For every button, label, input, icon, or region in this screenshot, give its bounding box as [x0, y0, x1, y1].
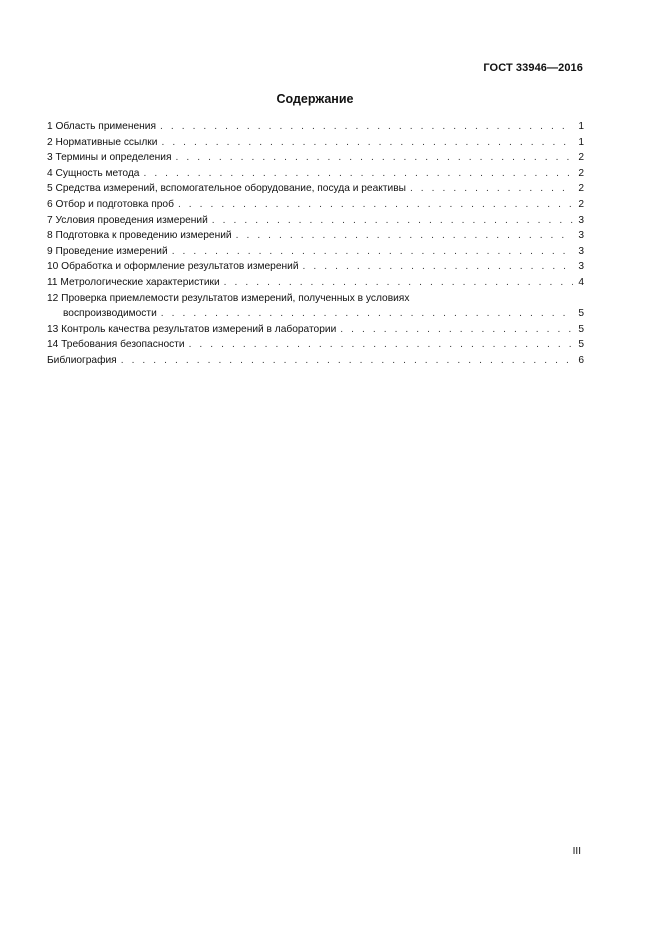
toc-entry-label: 9 Проведение измерений [47, 245, 168, 257]
dot-leader [410, 181, 573, 197]
toc-entry[interactable] [47, 291, 584, 322]
dot-leader [175, 150, 573, 166]
toc-entry-label: 8 Подготовка к проведению измерений [47, 230, 232, 242]
table-of-contents [47, 119, 584, 369]
toc-entry-label: 6 Отбор и подготовка проб [47, 198, 174, 210]
toc-entry[interactable] [47, 166, 584, 182]
toc-entry-label: Библиография [47, 354, 117, 366]
toc-entry-label: 4 Сущность метода [47, 167, 140, 179]
toc-entry[interactable] [47, 353, 584, 369]
page-number: III [572, 846, 581, 857]
toc-entry[interactable] [47, 322, 584, 338]
document-code: ГОСТ 33946—2016 [483, 62, 583, 74]
toc-entry-label: 13 Контроль качества результатов измерений в лаборатории [47, 323, 337, 335]
toc-title: Содержание [276, 92, 354, 106]
dot-leader [121, 353, 573, 369]
toc-entry[interactable] [47, 119, 584, 135]
toc-entry-page: 2 [578, 152, 584, 164]
toc-entry-page: 1 [578, 121, 584, 132]
toc-entry[interactable] [47, 197, 584, 213]
toc-entry-label: 14 Требования безопасности [47, 339, 185, 351]
toc-entry-page: 4 [578, 276, 584, 288]
toc-entry-page: 3 [578, 245, 584, 257]
toc-entry[interactable] [47, 244, 584, 260]
dot-leader [161, 135, 573, 151]
dot-leader [178, 197, 573, 213]
dot-leader [160, 119, 573, 135]
toc-entry[interactable] [47, 228, 584, 244]
toc-entry[interactable] [47, 150, 584, 166]
toc-entry-label: 2 Нормативные ссылки [47, 136, 158, 148]
toc-entry[interactable] [47, 337, 584, 353]
toc-entry[interactable] [47, 213, 584, 229]
toc-entry-page: 3 [578, 230, 584, 242]
dot-leader [303, 259, 573, 275]
toc-entry-page: 2 [578, 183, 584, 195]
dot-leader [236, 228, 573, 244]
dot-leader [161, 306, 573, 322]
dot-leader [224, 275, 573, 291]
toc-entry[interactable] [47, 181, 584, 197]
toc-entry-label: 11 Метрологические характеристики [47, 276, 220, 288]
toc-entry[interactable] [47, 259, 584, 275]
toc-entry[interactable] [47, 275, 584, 291]
toc-entry-page: 3 [578, 214, 584, 226]
toc-entry-label-continued: воспроизводимости [63, 308, 157, 320]
toc-entry-continuation [47, 306, 584, 322]
dot-leader [189, 337, 573, 353]
toc-entry-page: 1 [578, 136, 584, 148]
toc-entry-label: 12 Проверка приемлемости результатов измерений, полученных в условиях [47, 292, 410, 304]
toc-entry-page: 5 [578, 323, 584, 335]
toc-entry[interactable] [47, 135, 584, 151]
toc-entry-page: 6 [578, 354, 584, 366]
toc-entry-page: 5 [578, 308, 584, 320]
toc-entry-page: 2 [578, 198, 584, 210]
dot-leader [212, 213, 573, 229]
toc-entry-label: 1 Область применения [47, 121, 156, 132]
toc-entry-label: 7 Условия проведения измерений [47, 214, 208, 226]
toc-entry-label: 10 Обработка и оформление результатов измерений [47, 261, 299, 273]
dot-leader [340, 322, 573, 338]
dot-leader [143, 166, 573, 182]
toc-entry-page: 2 [578, 167, 584, 179]
toc-entry-page: 3 [578, 261, 584, 273]
toc-entry-page: 5 [578, 339, 584, 351]
dot-leader [172, 244, 573, 260]
toc-entry-label: 3 Термины и определения [47, 152, 172, 164]
toc-entry-label: 5 Средства измерений, вспомогательное оборудование, посуда и реактивы [47, 183, 406, 195]
